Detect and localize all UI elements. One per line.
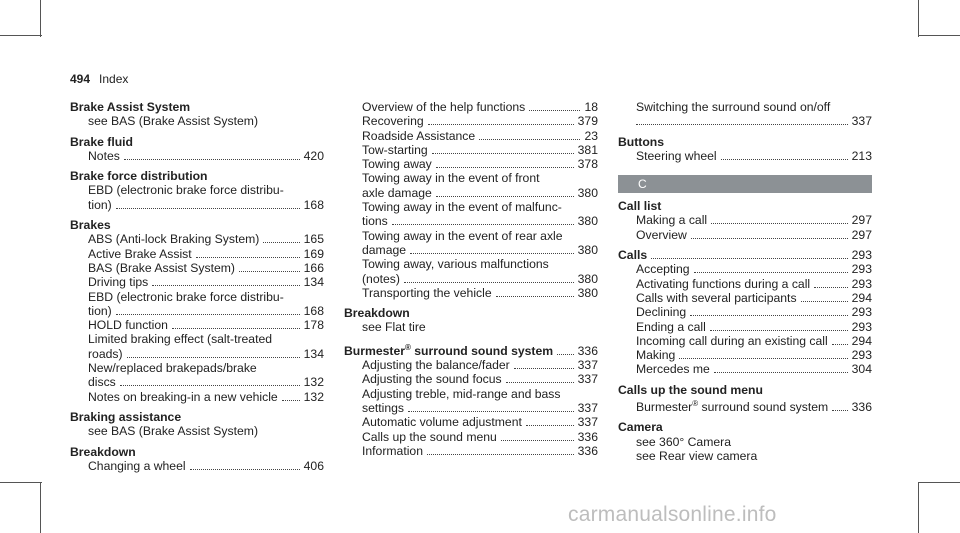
page-ref: 406 [303,458,324,473]
index-row-text: Towing away in the event of rear axle [362,228,563,243]
registered-mark: ® [404,342,411,352]
entry-heading: Brakes [70,218,111,233]
see-reference: see Flat tire [362,320,426,335]
index-row: axle damage 380 [362,185,598,200]
crop-mark [0,35,42,36]
index-entry [344,341,598,458]
page-ref: 380 [577,271,598,286]
page-ref: 293 [851,305,872,320]
index-entry-continued [344,100,598,300]
index-row-text: Adjusting treble, mid-range and bass [362,386,561,401]
page-ref: 380 [577,242,598,257]
entry-heading: Brake fluid [70,134,133,149]
page-ref: 336 [577,443,598,458]
index-entry [618,383,872,415]
page-ref: 336 [851,400,872,415]
page-ref: 166 [303,260,324,275]
index-row: (notes) 380 [362,271,598,286]
index-entry [70,169,324,212]
page-ref: 18 [584,100,598,114]
page-title: Index [99,72,129,86]
crop-mark [918,482,919,533]
entry-heading: Call list [618,199,662,214]
index-row: Making 293 [636,348,872,363]
index-row: tion) 168 [88,303,324,318]
index-entry [618,199,872,242]
page-ref: 336 [577,429,598,444]
index-row-text: Towing away in the event of front [362,171,540,186]
index-row: Incoming call during an existing call 294 [636,333,872,348]
index-entry [70,445,324,474]
page-header [70,72,128,86]
index-row-text: Towing away in the event of malfunc- [362,200,562,215]
page-ref: 336 [577,343,598,358]
watermark: carmanualsonline.info [568,503,777,526]
index-row-text: Towing away, various malfunctions [362,257,549,272]
registered-mark: ® [692,399,699,409]
entry-heading: Camera [618,420,663,435]
entry-heading: Burmester® surround sound system 336 [344,342,598,358]
page-number: 494 [70,72,91,86]
index-row: Mercedes me 304 [636,362,872,377]
see-reference: see Rear view camera [636,449,758,463]
crop-mark [918,0,919,37]
index-row: Adjusting the balance/fader 337 [362,358,598,373]
index-column-2 [344,100,598,458]
page-ref: 304 [851,362,872,377]
index-row-text: Limited braking effect (salt-treated [88,332,273,347]
page-ref: 420 [303,148,324,163]
entry-heading: Brake force distribution [70,169,208,184]
index-entry [618,420,872,463]
entry-heading: Brake Assist System [70,100,191,114]
page-ref: 293 [851,262,872,277]
page-ref: 297 [851,227,872,242]
page-ref: 293 [851,276,872,291]
page-ref: 134 [303,346,324,361]
see-reference: see BAS (Brake Assist System) [88,424,258,439]
index-entry [618,248,872,377]
page-ref: 23 [584,128,598,143]
index-row: Information 336 [362,443,598,458]
page-ref: 337 [851,114,872,129]
index-row: HOLD function 178 [88,318,324,333]
index-row: Declining 293 [636,305,872,320]
page-ref: 381 [577,142,598,157]
index-row: Changing a wheel 406 [88,458,324,473]
index-row: settings 337 [362,401,598,415]
index-row-text: Switching the surround sound on/off [636,100,831,114]
page-ref: 378 [577,157,598,172]
page-ref: 337 [577,415,598,430]
index-entry [70,100,324,129]
index-row: ABS (Anti-lock Braking System) 165 [88,232,324,247]
index-row [618,114,872,128]
index-row: Accepting 293 [636,262,872,277]
index-row: Adjusting the sound focus 337 [362,372,598,387]
index-column-1 [70,100,324,473]
page-ref: 337 [577,358,598,373]
entry-heading: Braking assistance [70,409,182,424]
page-ref: 293 [851,348,872,363]
index-row-text: New/replaced brakepads/brake [88,361,257,376]
index-row: Transporting the vehicle 380 [362,285,598,300]
section-letter-header: C [618,175,872,193]
index-entry [70,135,324,164]
index-row: Towing away 378 [362,157,598,172]
index-row: Automatic volume adjustment 337 [362,415,598,430]
index-row: Burmester® surround sound system 336 [636,399,872,415]
index-entry [70,410,324,439]
see-reference: see BAS (Brake Assist System) [88,114,258,129]
entry-heading: Buttons [618,134,665,149]
index-row: Activating functions during a call 293 [636,276,872,291]
index-row: Making a call 297 [636,213,872,228]
index-row: Overview 297 [636,227,872,242]
crop-mark [918,35,960,36]
crop-mark [40,482,41,533]
crop-mark [40,0,41,37]
page-ref: 132 [303,375,324,390]
index-row: Calls up the sound menu 336 [362,429,598,444]
index-row: Steering wheel 213 [636,148,872,163]
page-ref: 293 [851,248,872,263]
index-row: Active Brake Assist 169 [88,246,324,261]
page-ref: 168 [303,197,324,212]
index-entry-continued [618,100,872,129]
page-ref: 337 [577,401,598,415]
page-ref: 165 [303,232,324,247]
page-ref: 297 [851,213,872,228]
page-ref: 134 [303,275,324,290]
index-column-3 [618,100,872,463]
index-row: roads) 134 [88,346,324,361]
page-ref: 294 [851,290,872,305]
index-row: Ending a call 293 [636,319,872,334]
index-row: tions 380 [362,214,598,229]
see-reference: see 360° Camera [636,434,731,449]
index-entry [70,218,324,404]
index-row: Calls with several participants 294 [636,290,872,305]
page-ref: 294 [851,333,872,348]
index-row: tion) 168 [88,197,324,212]
index-row: Notes on breaking-in a new vehicle 132 [88,389,324,404]
entry-heading: Breakdown [344,306,410,321]
index-row: Driving tips 134 [88,275,324,290]
page-ref: 169 [303,246,324,261]
page-ref: 168 [303,303,324,318]
crop-mark [918,482,960,483]
index-entry [618,135,872,164]
index-row: damage 380 [362,242,598,257]
entry-heading: Breakdown [70,444,136,459]
crop-mark [0,482,42,483]
index-entry [344,306,598,335]
index-row-text: EBD (electronic brake force distribu- [88,183,284,198]
page-ref: 213 [851,148,872,163]
page-ref: 132 [303,389,324,404]
entry-heading: Calls up the sound menu [618,382,763,397]
page-ref: 337 [577,372,598,387]
index-row: Overview of the help functions 18 [362,100,598,114]
index-row: Notes 420 [88,148,324,163]
page-ref: 293 [851,319,872,334]
index-row: BAS (Brake Assist System) 166 [88,260,324,275]
page-ref: 380 [577,214,598,229]
page-ref: 380 [577,285,598,300]
index-row: discs 132 [88,375,324,390]
page-ref: 178 [303,318,324,333]
page-ref: 379 [577,114,598,129]
index-row: Tow-starting 381 [362,142,598,157]
index-row-text: EBD (electronic brake force distribu- [88,289,284,304]
entry-heading: Calls 293 [618,248,872,263]
index-row: Roadside Assistance 23 [362,128,598,143]
page-ref: 380 [577,185,598,200]
index-row: Recovering 379 [362,114,598,129]
